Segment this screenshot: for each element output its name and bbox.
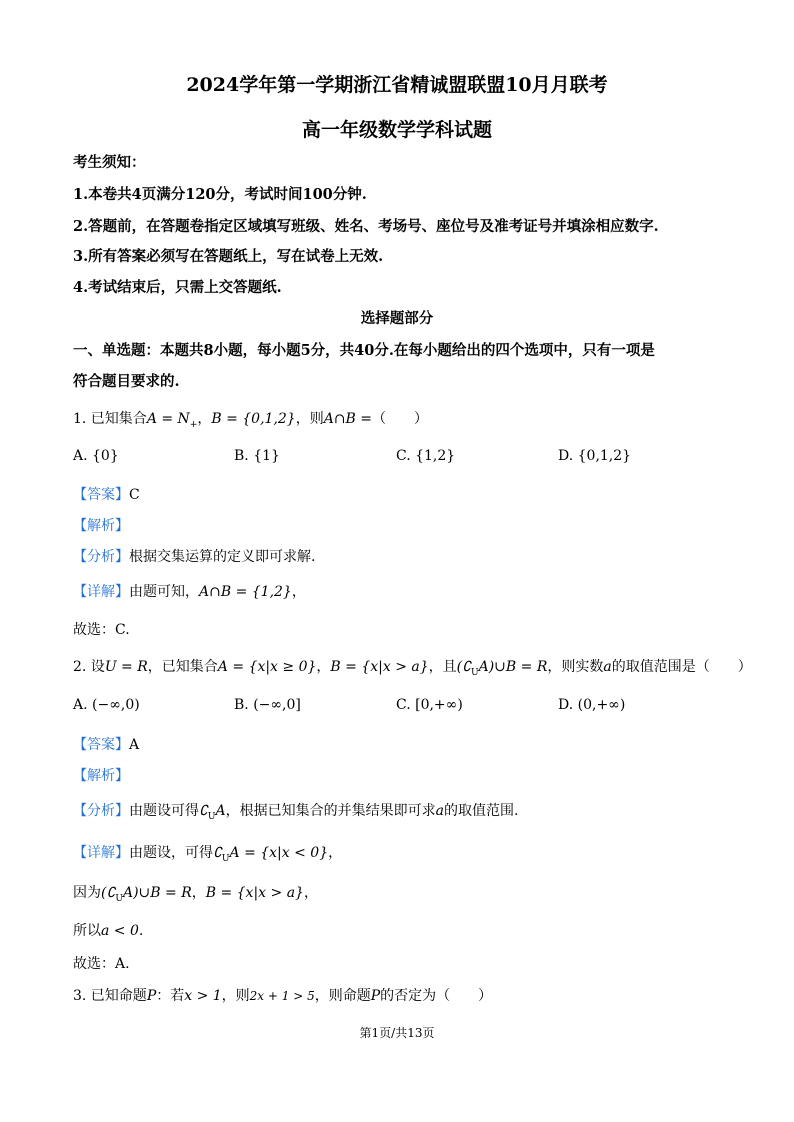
section-title: 选择题部分 [360, 310, 434, 327]
notice-heading: 考生须知： [73, 154, 146, 171]
q1-option-a: A. {0} [73, 448, 119, 464]
question-3-stem: 3. 已知命题P：若x > 1，则2x + 1 > 5，则命题P的否定为（ ） [73, 988, 493, 1004]
q1-fenxi: 【分析】根据交集运算的定义即可求解. [73, 549, 316, 565]
notice-item-4: 4.考试结束后，只需上交答题纸. [73, 279, 282, 296]
page-footer: 第1页/共13页 [359, 1026, 435, 1040]
q2-so: 所以a < 0. [73, 923, 144, 939]
question-1-stem: 1. 已知集合$A = N_+$，B = {0,1,2}，则A∩B =（ ） [73, 411, 429, 430]
math-intersection: A∩B = [323, 411, 373, 427]
q1-analysis-tag: 【解析】 [73, 518, 129, 534]
math-set-b: B = {0,1,2} [211, 411, 296, 427]
q2-answer: 【答案】A [73, 737, 140, 753]
q1-option-d: D. {0,1,2} [558, 448, 632, 464]
q2-analysis-tag: 【解析】 [73, 768, 129, 784]
notice-item-2: 2.答题前，在答题卷指定区域填写班级、姓名、考场号、座位号及准考证号并填涂相应数字. [73, 218, 659, 235]
q2-option-d: D. (0,+∞) [558, 697, 626, 713]
q1-answer: 【答案】C [73, 487, 140, 503]
exam-subtitle: 高一年级数学学科试题 [301, 119, 492, 141]
q1-option-c: C. {1,2} [396, 448, 456, 464]
exam-title: 2024学年第一学期浙江省精诚盟联盟10月月联考 [186, 74, 608, 96]
notice-item-1: 1.本卷共4页满分120分，考试时间100分钟. [73, 186, 367, 203]
q2-option-c: C. [0,+∞) [396, 697, 463, 713]
q2-conclusion: 故选：A. [73, 956, 130, 972]
q2-option-a: A. (−∞,0) [73, 697, 140, 713]
section-instructions-line1: 一、单选题：本题共8小题，每小题5分，共40分.在每小题给出的四个选项中，只有一项是 [73, 342, 655, 359]
q2-option-b: B. (−∞,0] [234, 697, 301, 713]
q1-xiangjie: 【详解】由题可知，A∩B = {1,2}， [73, 584, 306, 600]
notice-item-3: 3.所有答案必须写在答题纸上，写在试卷上无效. [73, 248, 384, 265]
q1-option-b: B. {1} [234, 448, 280, 464]
q2-because: 因为$(∁_UA)\cup B = R$，B = {x|x > a}， [73, 885, 318, 904]
q1-conclusion: 故选：C. [73, 622, 130, 638]
q2-fenxi: 【分析】由题设可得$∁_UA$，根据已知集合的并集结果即可求a的取值范围. [73, 803, 519, 822]
question-2-stem: 2. 设U = R，已知集合A = {x|x ≥ 0}，B = {x|x > a}，且$(∁_UA)\cup B = R$，则实数a的取值范围是（ ） [73, 659, 752, 678]
math-set-a: A = N [146, 411, 190, 427]
section-instructions-line2: 符合题目要求的. [73, 373, 180, 390]
q2-xiangjie: 【详解】由题设，可得$∁_UA = \{x|x < 0\}$， [73, 845, 343, 864]
